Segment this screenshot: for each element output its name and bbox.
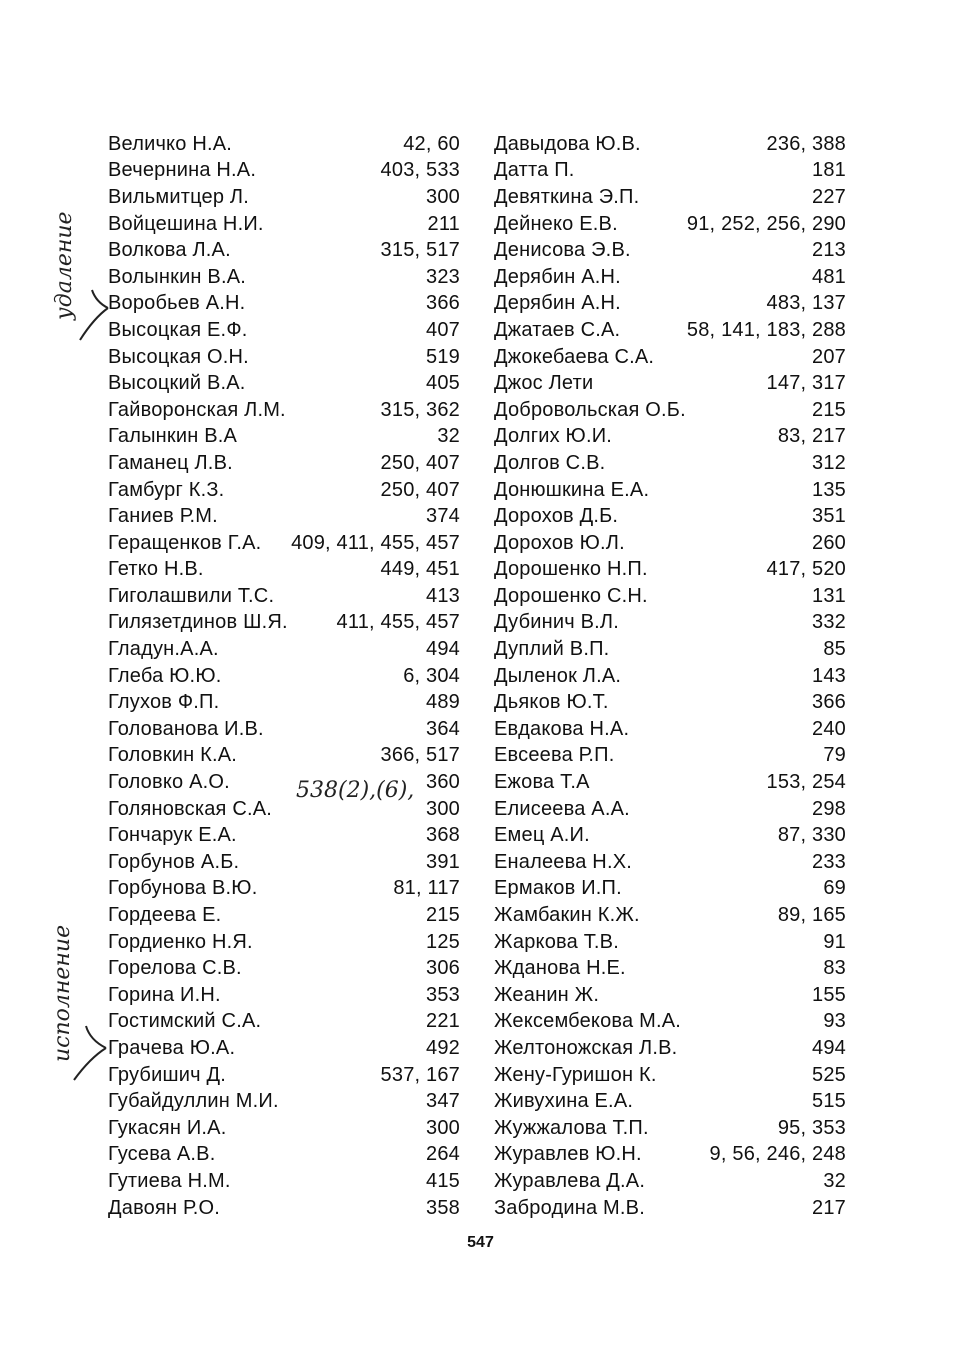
entry-name: Денисова Э.В. [494, 239, 631, 262]
entry-name: Губайдуллин М.И. [108, 1090, 279, 1113]
index-entry [494, 663, 846, 690]
entry-name: Живухина Е.А. [494, 1090, 634, 1113]
entry-pages: 298 [812, 797, 846, 820]
entry-name: Величко Н.А. [108, 132, 233, 155]
handwritten-bracket-top [72, 288, 112, 348]
index-entry [108, 902, 460, 929]
entry-name: Донюшкина Е.А. [494, 478, 650, 501]
index-entry [108, 450, 460, 477]
index-entry [494, 530, 846, 557]
right-column [494, 131, 846, 1221]
entry-pages: 358 [426, 1196, 460, 1219]
index-entry [494, 1035, 846, 1062]
entry-pages: 6, 304 [403, 664, 460, 687]
entry-pages: 407 [426, 318, 460, 341]
index-entry [494, 291, 846, 318]
index-entry [494, 876, 846, 903]
entry-name: Жеанин Ж. [494, 983, 600, 1006]
entry-name: Джатаев С.А. [494, 318, 621, 341]
entry-pages: 353 [426, 983, 460, 1006]
entry-pages: 42, 60 [403, 132, 460, 155]
entry-pages: 93 [823, 1010, 846, 1033]
entry-pages: 79 [823, 744, 846, 767]
entry-pages: 58, 141, 183, 288 [686, 318, 846, 341]
index-entry [108, 131, 460, 158]
handwritten-bracket-bottom [68, 1024, 110, 1084]
handwritten-inline-note: 538(2),(6), [296, 778, 415, 803]
entry-pages: 347 [426, 1090, 460, 1113]
entry-pages: 211 [427, 212, 460, 235]
index-entry [108, 1035, 460, 1062]
index-entry [494, 796, 846, 823]
entry-pages: 91 [823, 930, 846, 953]
entry-name: Евсеева Р.П. [494, 744, 615, 767]
entry-pages: 525 [812, 1063, 846, 1086]
entry-pages: 83, 217 [777, 425, 846, 448]
entry-name: Гилязетдинов Ш.Я. [108, 611, 288, 634]
index-entry [108, 397, 460, 424]
entry-name: Дорошенко Н.П. [494, 558, 648, 581]
entry-pages: 95, 353 [777, 1116, 846, 1139]
entry-name: Гиголашвили Т.С. [108, 584, 275, 607]
index-entry [494, 557, 846, 584]
entry-pages: 215 [426, 904, 460, 927]
entry-name: Высоцкая О.Н. [108, 345, 249, 368]
entry-pages: 332 [812, 611, 846, 634]
index-entry [108, 317, 460, 344]
entry-pages: 91, 252, 256, 290 [686, 212, 846, 235]
index-entry [494, 158, 846, 185]
entry-pages: 125 [426, 930, 460, 953]
entry-pages: 413 [426, 584, 460, 607]
index-entry [494, 1142, 846, 1169]
entry-pages: 131 [812, 584, 846, 607]
entry-pages: 81, 117 [393, 877, 460, 900]
index-entry [108, 1009, 460, 1036]
entry-name: Желтоножская Л.В. [494, 1036, 678, 1059]
entry-pages: 315, 517 [380, 239, 460, 262]
index-entry [108, 1062, 460, 1089]
entry-name: Жданова Н.Е. [494, 957, 626, 980]
index-entry [494, 955, 846, 982]
entry-name: Дьяков Ю.Т. [494, 691, 609, 714]
entry-name: Гетко Н.В. [108, 558, 204, 581]
entry-name: Дубинич В.Л. [494, 611, 620, 634]
entry-name: Жену-Гуришон К. [494, 1063, 657, 1086]
entry-pages: 32 [437, 425, 460, 448]
entry-pages: 312 [812, 451, 846, 474]
entry-name: Высоцкая Е.Ф. [108, 318, 248, 341]
entry-name: Жужжалова Т.П. [494, 1116, 649, 1139]
entry-name: Девяткина Э.П. [494, 185, 640, 208]
entry-name: Вечернина Н.А. [108, 159, 257, 182]
entry-name: Грубишич Д. [108, 1063, 226, 1086]
entry-pages: 409, 411, 455, 457 [291, 531, 460, 554]
entry-pages: 366 [812, 691, 846, 714]
index-entry [494, 902, 846, 929]
entry-pages: 364 [426, 717, 460, 740]
index-entry [494, 450, 846, 477]
entry-pages: 417, 520 [766, 558, 846, 581]
entry-name: Джос Лети [494, 372, 594, 395]
entry-name: Горбунова В.Ю. [108, 877, 258, 900]
entry-name: Дорошенко С.Н. [494, 584, 648, 607]
handwritten-note-bottom: исполнение [50, 924, 75, 1062]
entry-pages: 250, 407 [380, 451, 460, 474]
entry-pages: 494 [426, 638, 460, 661]
index-entry [494, 131, 846, 158]
index-entry [494, 184, 846, 211]
entry-pages: 489 [426, 691, 460, 714]
entry-name: Гладун.А.А. [108, 638, 219, 661]
entry-name: Журавлев Ю.Н. [494, 1143, 642, 1166]
entry-pages: 87, 330 [777, 824, 846, 847]
entry-pages: 405 [426, 372, 460, 395]
entry-name: Жамбакин К.Ж. [494, 904, 640, 927]
index-entry [108, 636, 460, 663]
entry-pages: 221 [426, 1010, 460, 1033]
entry-name: Дуплий В.П. [494, 638, 610, 661]
index-entry [108, 982, 460, 1009]
entry-name: Долгов С.В. [494, 451, 606, 474]
entry-pages: 366 [426, 292, 460, 315]
index-entry [494, 982, 846, 1009]
index-entry [108, 1195, 460, 1222]
entry-pages: 315, 362 [380, 398, 460, 421]
index-entry [494, 503, 846, 530]
index-entry [494, 477, 846, 504]
entry-name: Журавлева Д.А. [494, 1169, 646, 1192]
entry-pages: 9, 56, 246, 248 [709, 1143, 846, 1166]
index-entry [108, 1168, 460, 1195]
entry-name: Дейнеко Е.В. [494, 212, 618, 235]
entry-name: Евдакова Н.А. [494, 717, 630, 740]
entry-name: Дерябин А.Н. [494, 292, 621, 315]
entry-name: Гордиенко Н.Я. [108, 930, 253, 953]
index-entry [494, 370, 846, 397]
entry-pages: 217 [812, 1196, 846, 1219]
entry-name: Давоян Р.О. [108, 1196, 221, 1219]
index-entry [494, 822, 846, 849]
index-entry [108, 929, 460, 956]
entry-name: Гукасян И.А. [108, 1116, 227, 1139]
entry-name: Гордеева Е. [108, 904, 222, 927]
entry-name: Высоцкий В.А. [108, 372, 246, 395]
index-entry [108, 716, 460, 743]
left-column [108, 131, 460, 1221]
entry-name: Гамбург К.З. [108, 478, 225, 501]
entry-pages: 306 [426, 957, 460, 980]
entry-pages: 492 [426, 1036, 460, 1059]
index-entry [494, 716, 846, 743]
index-entry [108, 849, 460, 876]
index-entry [108, 184, 460, 211]
index-entry [108, 503, 460, 530]
entry-pages: 537, 167 [380, 1063, 460, 1086]
index-entry [494, 929, 846, 956]
entry-name: Голяновская С.А. [108, 797, 273, 820]
entry-name: Волынкин В.А. [108, 265, 247, 288]
index-entry [108, 477, 460, 504]
index-entry [108, 557, 460, 584]
entry-pages: 69 [823, 877, 846, 900]
entry-pages: 181 [812, 159, 846, 182]
entry-pages: 366, 517 [380, 744, 460, 767]
entry-name: Долгих Ю.И. [494, 425, 613, 448]
entry-name: Горина И.Н. [108, 983, 221, 1006]
entry-name: Дорохов Ю.Л. [494, 531, 625, 554]
entry-pages: 360 [426, 771, 460, 794]
entry-pages: 494 [812, 1036, 846, 1059]
index-entry [494, 1062, 846, 1089]
entry-name: Дерябин А.Н. [494, 265, 621, 288]
entry-pages: 240 [812, 717, 846, 740]
index-entry [108, 424, 460, 451]
entry-pages: 300 [426, 1116, 460, 1139]
entry-pages: 250, 407 [380, 478, 460, 501]
entry-name: Ермаков И.П. [494, 877, 622, 900]
index-entry [494, 1115, 846, 1142]
index-entry [108, 743, 460, 770]
entry-pages: 143 [812, 664, 846, 687]
entry-name: Дыленок Л.А. [494, 664, 622, 687]
index-entry [108, 530, 460, 557]
handwritten-note-top: удаление [52, 211, 77, 320]
index-entry [494, 583, 846, 610]
index-entry [494, 424, 846, 451]
index-entry [108, 583, 460, 610]
entry-pages: 368 [426, 824, 460, 847]
index-entry [108, 1142, 460, 1169]
index-entry [494, 344, 846, 371]
index-entry [108, 689, 460, 716]
entry-name: Ганиев Р.М. [108, 505, 218, 528]
entry-pages: 264 [426, 1143, 460, 1166]
entry-name: Головкин К.А. [108, 744, 238, 767]
entry-name: Гончарук Е.А. [108, 824, 237, 847]
entry-pages: 391 [426, 850, 460, 873]
entry-pages: 449, 451 [380, 558, 460, 581]
index-entry [108, 237, 460, 264]
entry-name: Гайворонская Л.М. [108, 398, 286, 421]
entry-pages: 260 [812, 531, 846, 554]
entry-name: Емец А.И. [494, 824, 590, 847]
entry-name: Голованова И.В. [108, 717, 264, 740]
index-entry [108, 1115, 460, 1142]
index-entry [108, 158, 460, 185]
entry-pages: 227 [812, 185, 846, 208]
entry-name: Добровольская О.Б. [494, 398, 686, 421]
entry-pages: 411, 455, 457 [336, 611, 460, 634]
entry-pages: 215 [812, 398, 846, 421]
entry-name: Елисеева А.А. [494, 797, 630, 820]
index-entry [108, 211, 460, 238]
index-entry [494, 1088, 846, 1115]
entry-name: Гусева А.В. [108, 1143, 216, 1166]
entry-pages: 135 [812, 478, 846, 501]
index-entry [108, 264, 460, 291]
entry-pages: 85 [823, 638, 846, 661]
entry-pages: 300 [426, 185, 460, 208]
entry-pages: 351 [812, 505, 846, 528]
entry-name: Волкова Л.А. [108, 239, 231, 262]
entry-pages: 415 [426, 1169, 460, 1192]
entry-pages: 374 [426, 505, 460, 528]
index-entry [108, 663, 460, 690]
entry-pages: 207 [812, 345, 846, 368]
entry-name: Воробьев А.Н. [108, 292, 246, 315]
entry-pages: 83 [823, 957, 846, 980]
index-entry [494, 211, 846, 238]
entry-name: Геращенков Г.А. [108, 531, 262, 554]
entry-name: Глеба Ю.Ю. [108, 664, 222, 687]
index-entry [494, 397, 846, 424]
index-entry [108, 370, 460, 397]
entry-name: Джокебаева С.А. [494, 345, 655, 368]
index-entry [494, 849, 846, 876]
entry-pages: 32 [823, 1169, 846, 1192]
entry-pages: 300 [426, 797, 460, 820]
entry-pages: 213 [812, 239, 846, 262]
entry-pages: 483, 137 [766, 292, 846, 315]
entry-name: Датта П. [494, 159, 575, 182]
entry-name: Ежова Т.А [494, 771, 590, 794]
entry-name: Войцешина Н.И. [108, 212, 264, 235]
entry-pages: 147, 317 [766, 372, 846, 395]
entry-pages: 519 [426, 345, 460, 368]
entry-name: Жексембекова М.А. [494, 1010, 682, 1033]
entry-name: Грачева Ю.А. [108, 1036, 236, 1059]
entry-name: Еналеева Н.Х. [494, 850, 633, 873]
index-entry [494, 689, 846, 716]
entry-name: Дорохов Д.Б. [494, 505, 619, 528]
entry-name: Горелова С.В. [108, 957, 242, 980]
index-entry [108, 610, 460, 637]
page-number: 547 [467, 1234, 494, 1251]
entry-name: Глухов Ф.П. [108, 691, 220, 714]
entry-name: Вильмитцер Л. [108, 185, 249, 208]
entry-name: Забродина М.В. [494, 1196, 645, 1219]
index-entry [108, 955, 460, 982]
entry-pages: 481 [812, 265, 846, 288]
index-entry [494, 769, 846, 796]
entry-name: Горбунов А.Б. [108, 850, 240, 873]
entry-pages: 89, 165 [777, 904, 846, 927]
entry-name: Гутиева Н.М. [108, 1169, 231, 1192]
index-entry [108, 344, 460, 371]
index-entry [494, 264, 846, 291]
entry-pages: 323 [426, 265, 460, 288]
index-entry [108, 291, 460, 318]
entry-name: Жаркова Т.В. [494, 930, 619, 953]
index-entry [108, 1088, 460, 1115]
index-entry [494, 1009, 846, 1036]
entry-pages: 153, 254 [766, 771, 846, 794]
entry-name: Головко А.О. [108, 771, 230, 794]
index-entry [494, 1168, 846, 1195]
entry-pages: 403, 533 [380, 159, 460, 182]
index-entry [494, 237, 846, 264]
entry-pages: 515 [812, 1090, 846, 1113]
entry-name: Гаманец Л.В. [108, 451, 233, 474]
index-entry [108, 876, 460, 903]
entry-name: Гостимский С.А. [108, 1010, 262, 1033]
entry-name: Галынкин В.А [108, 425, 238, 448]
index-entry [494, 743, 846, 770]
index-entry [494, 636, 846, 663]
entry-pages: 236, 388 [766, 132, 846, 155]
index-entry [108, 822, 460, 849]
entry-name: Давыдова Ю.В. [494, 132, 641, 155]
index-entry [494, 1195, 846, 1222]
entry-pages: 233 [812, 850, 846, 873]
entry-pages: 155 [812, 983, 846, 1006]
index-entry [494, 610, 846, 637]
index-entry [494, 317, 846, 344]
